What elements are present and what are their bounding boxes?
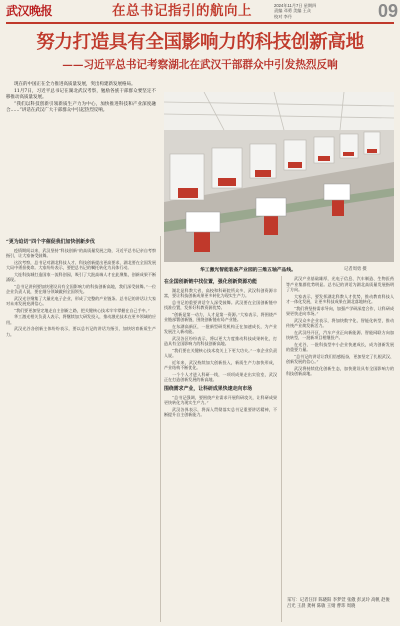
body-paragraph: 武汉光谷各创新主体纷纷表示，要以总书记的讲话为指引，加快培育新质生产力。	[6, 325, 156, 337]
photo-credit: 记者周勇 摄	[344, 266, 367, 271]
body-paragraph: “创新是第一动力，人才是第一资源。”大家表示，将围绕产业链部署创新链，围绕创新链布局产业链。	[164, 311, 277, 323]
body-paragraph: 一个个人才进入科研一线，一项项成果走出实验室，武汉正在打造创新发展的新高地。	[164, 371, 277, 383]
body-paragraph: 大连科技城打造国家一流科创园，吸引了大批高端人才在此聚集，创新成果不断涌现。	[6, 271, 156, 283]
body-paragraph: 武汉各界表示，将深入贯彻落实总书记重要讲话精神，不断提升自主创新能力。	[164, 406, 277, 418]
factory-photo	[164, 92, 394, 262]
body-paragraph: 武汉各区纷纷表示，将以更大力度推动科技成果转化，打造具有全国影响力的科技创新高地。	[164, 335, 277, 347]
article-column-2	[164, 276, 277, 419]
body-paragraph: 疫情期间以来，武汉坚持“科技创新”的高质量发展之路，习近平总书记亲自考察指引，让大家备受鼓舞。	[6, 247, 156, 259]
body-paragraph: “总书记强调，要围绕产业需求开展科研攻关，让科研成果更快转化为现实生产力。”	[164, 394, 277, 406]
column-divider	[281, 276, 282, 622]
body-paragraph: “我们将坚持需求导向，加强产学研深度合作，让科研成果更快走向市场。”	[286, 305, 394, 317]
column-subheading: “更为迫切”四个字催促我们加快创新步伐	[6, 239, 95, 245]
sub-headline: ——习近平总书记考察湖北在武汉干部群众中引发热烈反响	[62, 59, 338, 71]
page-number: 09	[377, 1, 398, 21]
body-paragraph: 大家表示，要发挥湖北科教人才优势，推动教育科技人才一体化发展，让更多科技成果在湖北落地转化。	[286, 293, 394, 305]
article-column-1	[6, 236, 156, 338]
column-subheading: 围绕需求产业，让科研成果快速走向市场	[164, 386, 253, 392]
column-divider	[160, 236, 161, 622]
body-paragraph: “总书记的讲话让我们倍感振奋，更加坚定了扎根武汉、创新发展的信心。”	[286, 353, 394, 365]
article-column-3	[286, 276, 394, 592]
body-paragraph: 华工激光相关负责人表示，将继续加大研发投入，推动激光技术在更多领域的应用。	[6, 313, 156, 325]
body-paragraph: “我们要更加坚定地走自主创新之路，把关键核心技术牢牢掌握在自己手中。”	[14, 307, 150, 313]
date-line: 2024年11月7日 星期四	[274, 3, 317, 8]
factory-photo-illustration	[164, 92, 394, 262]
body-paragraph: 这次考察，总书记对湖北科技人才、科技创新提出更高要求，湖北要在全国发展大局中勇担使命。大家纷纷表示，要把总书记的嘱托转化为具体行动。	[6, 259, 156, 271]
body-paragraph: “我们要在关键核心技术攻关上下更大功夫。”一家企业负责人说。	[164, 347, 277, 359]
editor-line: 责编 邓勇 美编 王众	[274, 8, 311, 14]
masthead	[0, 0, 400, 24]
column-subheading: 在企国创新链中找位置，强化创新资源功能	[164, 279, 257, 285]
photo-caption: 华工激光智能装备产业园的三维五轴产品线。	[200, 267, 296, 273]
masthead-rule	[6, 22, 394, 24]
body-paragraph: 近年来，武汉持续加大创新投入，新质生产力加快形成，产业结构不断优化。	[164, 359, 277, 371]
body-paragraph: 在东湖高新区，一批新型研发机构正在加速成长，为产业发展注入新动能。	[164, 323, 277, 335]
body-paragraph: 武汉光谷聚集了大量光电子企业，形成了完整的产业链条。总书记的讲话让大家对未来发展充满信心。	[6, 295, 156, 307]
section-title: 在总书记指引的航向上	[112, 3, 252, 19]
lead-paragraphs	[6, 82, 156, 115]
body-paragraph: 湖北是科教大省，高校和科研院所众多，武汉科创资源丰富，要让科技创新成果更多转化为现实生产力。	[164, 287, 277, 299]
body-paragraph: 总书记的重要讲话令人深受鼓舞。武汉要在全国创新链中找准位置，发挥好科教资源优势。	[164, 299, 277, 311]
body-paragraph: 武汉产业基础雄厚，光电子信息、汽车制造、生物医药等产业集群优势明显。总书记的讲话为湖北高质量发展指明了方向。	[286, 276, 394, 293]
lead-paragraph: 11月7日，习近平总书记在湖北武汉考察，勉励各族干部群众要坚定不移推动高质量发展。	[6, 88, 156, 101]
body-paragraph: “总书记讲到要加快建设具有全国影响力的科技创新高地，我们深受鼓舞。”一位企业负责人说，要在细分领域做到全国领先。	[6, 283, 156, 295]
lead-paragraph: “我们以科技创新引领新质生产力为中心，加快推进科技和产业深度融合……”讲话在武汉广大干部群众中引起热烈反响。	[6, 102, 156, 114]
body-paragraph: 在光谷，一批科技型中小企业快速成长，成为创新发展的重要力量。	[286, 341, 394, 353]
body-paragraph: 武汉将持续优化创新生态，加快建设具有全国影响力的科技创新高地。	[286, 365, 394, 377]
body-paragraph: 在武汉经开区，汽车产业正向新能源、智能网联方向加快转型，一批新项目相继投产。	[286, 329, 394, 341]
proof-line: 校对 李丹	[274, 13, 292, 19]
issue-meta	[274, 3, 366, 19]
newspaper-logo: 武汉晚报	[6, 4, 53, 18]
lead-paragraph: 现在的中国正在全力推进高质量发展，突出构建新发展格局。	[14, 82, 136, 87]
reporter-credits: 采写：记者汪洋 陈晓阳 李梦萱 张傲 彭灵玲 高帆 赵俊 吕光 王晨 龚柯 陈敏 王婧 曹玮 周晓	[287, 598, 390, 610]
main-headline: 努力打造具有全国影响力的科技创新高地	[36, 32, 364, 53]
body-paragraph: 武汉众多企业表示，将加快数字化、智能化转型，推动传统产业焕发新活力。	[286, 317, 394, 329]
